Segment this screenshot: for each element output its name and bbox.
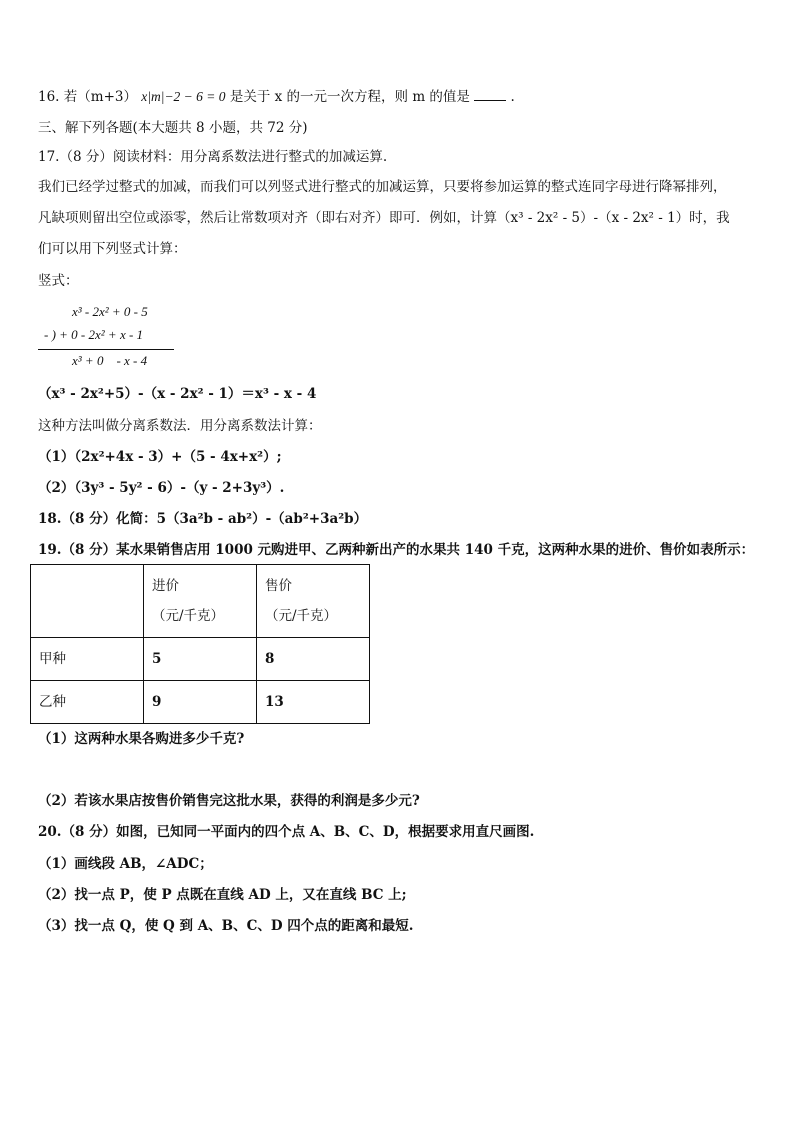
question-18: 18.（8 分）化简：5（3a²b - ab²）-（ab²+3a²b） <box>38 511 368 527</box>
q19-subquestion-2: （2）若该水果店按售价销售完这批水果，获得的利润是多少元? <box>38 793 420 809</box>
q19-subquestion-1: （1）这两种水果各购进多少千克? <box>38 731 245 747</box>
row-price: 8 <box>257 638 370 681</box>
question-16 <box>38 88 515 106</box>
vertical-calc-result: x³ + 0 - x - 4 <box>72 353 148 368</box>
header-cost <box>144 565 257 638</box>
q16-end: . <box>510 89 515 105</box>
section-title: 三、解下列各题(本大题共 8 小题，共 72 分) <box>38 120 308 136</box>
header-cost-title: 进价 <box>152 578 179 594</box>
q16-text-before: 若（m+3） <box>63 89 137 105</box>
table-corner-cell <box>31 565 144 638</box>
q17-header: 17.（8 分）阅读材料：用分离系数法进行整式的加减运算. <box>38 149 388 165</box>
q17-paragraph-line-1: 我们已经学过整式的加减，而我们可以列竖式进行整式的加减运算，只要将参加运算的整式连同字母进行降幂排列， <box>38 179 727 195</box>
q20-subquestion-2: （2）找一点 P，使 P 点既在直线 AD 上，又在直线 BC 上; <box>38 887 407 903</box>
row-cost: 5 <box>144 638 257 681</box>
header-price <box>257 565 370 638</box>
vertical-calc-line-1: x³ - 2x² + 0 - 5 <box>72 304 148 319</box>
header-price-title: 售价 <box>265 578 292 594</box>
table-header-row <box>31 565 370 638</box>
q16-number: 16. <box>38 89 60 105</box>
vertical-label: 竖式： <box>38 273 79 289</box>
q17-paragraph-line-3: 们可以用下列竖式计算： <box>38 241 187 257</box>
vertical-calc-line-2: - ) + 0 - 2x² + x - 1 <box>44 327 144 342</box>
header-price-unit: （元/千克） <box>265 608 338 624</box>
q17-subquestion-2: （2）（3y³ - 5y² - 6）-（y - 2+3y³）. <box>38 480 285 496</box>
question-20: 20.（8 分）如图，已知同一平面内的四个点 A、B、C、D，根据要求用直尺画图. <box>38 824 535 840</box>
q16-text-after: 是关于 x 的一元一次方程，则 m 的值是 <box>229 89 470 105</box>
q20-subquestion-1: （1）画线段 AB，∠ADC； <box>38 856 213 872</box>
answer-blank <box>474 88 506 101</box>
row-price: 13 <box>257 681 370 724</box>
header-cost-unit: （元/千克） <box>152 608 225 624</box>
q16-equation: x|m|−2 − 6 = 0 <box>141 89 226 104</box>
q17-result-line: （x³ - 2x²+5）-（x - 2x² - 1）＝x³ - x - 4 <box>38 386 317 402</box>
vertical-calc-rule <box>38 349 174 350</box>
table-row <box>31 681 370 724</box>
row-name: 甲种 <box>31 638 144 681</box>
row-name: 乙种 <box>31 681 144 724</box>
table-row <box>31 638 370 681</box>
q17-paragraph-line-2: 凡缺项则留出空位或添零，然后让常数项对齐（即右对齐）即可．例如，计算（x³ - 2x² - 5）-（x - 2x² - 1）时，我 <box>38 210 730 226</box>
q20-subquestion-3: （3）找一点 Q，使 Q 到 A、B、C、D 四个点的距离和最短. <box>38 918 414 934</box>
q17-subquestion-1: （1）（2x²+4x - 3）+（5 - 4x+x²）; <box>38 449 282 465</box>
q17-method-line: 这种方法叫做分离系数法．用分离系数法计算： <box>38 418 322 434</box>
question-19: 19.（8 分）某水果销售店用 1000 元购进甲、乙两种新出产的水果共 140 千克，这两种水果的进价、售价如表所示： <box>38 542 755 558</box>
fruit-price-table <box>30 564 370 724</box>
row-cost: 9 <box>144 681 257 724</box>
